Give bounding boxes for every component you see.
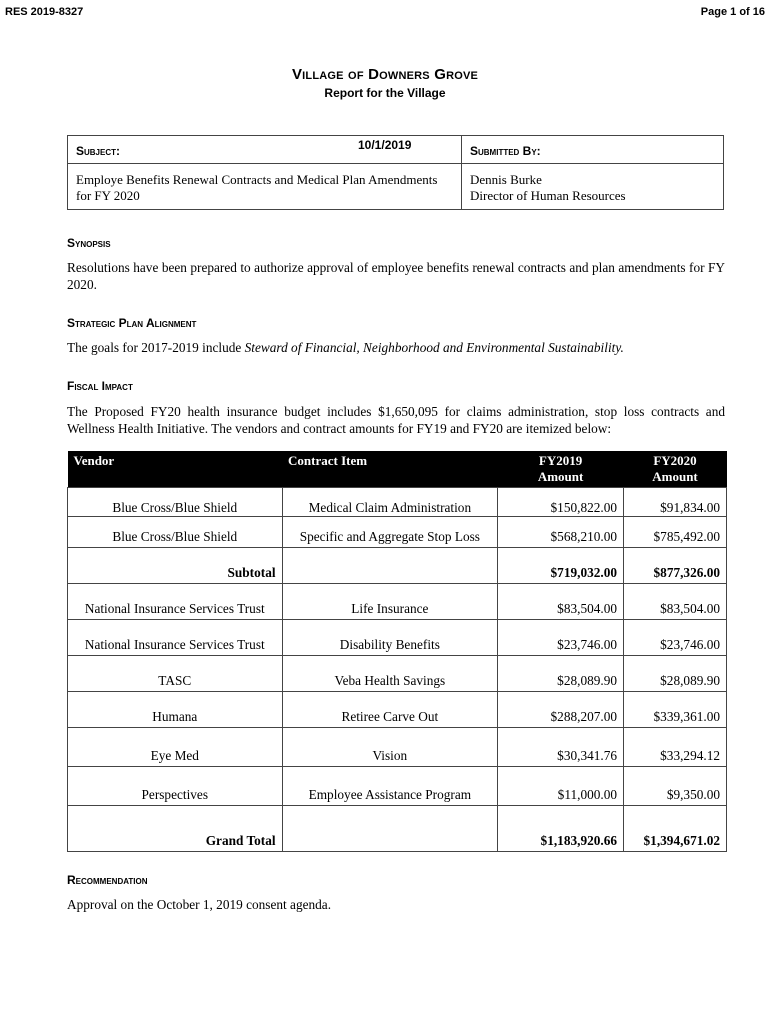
strategic-text-prefix: The goals for 2017-2019 include — [67, 340, 245, 355]
fy2019-cell: $288,207.00 — [498, 692, 624, 728]
fy2020-subtotal: $877,326.00 — [624, 548, 727, 584]
submitter — [470, 172, 626, 204]
table-row — [68, 517, 727, 548]
fy2019-cell: $83,504.00 — [498, 584, 624, 620]
fy2019-cell: $568,210.00 — [498, 517, 624, 548]
item-cell: Medical Claim Administration — [282, 488, 498, 517]
fy2020-cell: $9,350.00 — [624, 767, 727, 806]
submitted-by-label: Submitted By: — [470, 144, 541, 158]
col-header-vendor: Vendor — [68, 451, 283, 488]
col-header-item: Contract Item — [282, 451, 498, 488]
fy2019-cell: $30,341.76 — [498, 728, 624, 767]
table-row — [68, 728, 727, 767]
fy2020-amount-label: Amount — [652, 469, 698, 484]
col-header-fy2019 — [498, 451, 624, 488]
item-cell: Vision — [282, 728, 498, 767]
subject-box — [67, 135, 724, 210]
page-title: Village of Downers Grove — [291, 66, 479, 83]
item-cell: Retiree Carve Out — [282, 692, 498, 728]
subtotal-label: Subtotal — [68, 548, 283, 584]
vendor-cell: Humana — [68, 692, 283, 728]
submitter-title: Director of Human Resources — [470, 188, 626, 203]
fy2020-cell: $33,294.12 — [624, 728, 727, 767]
item-cell: Veba Health Savings — [282, 656, 498, 692]
item-cell — [282, 548, 498, 584]
table-row — [68, 656, 727, 692]
fy2019-cell: $150,822.00 — [498, 488, 624, 517]
strategic-text — [67, 339, 725, 356]
fiscal-heading: Fiscal Impact — [67, 379, 133, 393]
subject-box-rule — [68, 163, 723, 164]
fy2020-cell: $785,492.00 — [624, 517, 727, 548]
item-cell: Life Insurance — [282, 584, 498, 620]
item-cell — [282, 806, 498, 852]
synopsis-text: Resolutions have been prepared to authorize approval of employee benefits renewal contracts and plan amendments for FY 2020. — [67, 260, 725, 292]
fy2020-cell: $28,089.90 — [624, 656, 727, 692]
fy2019-subtotal: $719,032.00 — [498, 548, 624, 584]
fy2019-label: FY2019 — [538, 453, 583, 468]
fy2019-amount-label: Amount — [537, 469, 584, 484]
fy2019-cell: $28,089.90 — [498, 656, 624, 692]
page-indicator: Page 1 of 16 — [700, 6, 765, 18]
grand-total-label: Grand Total — [68, 806, 283, 852]
table-row — [68, 767, 727, 806]
item-cell: Specific and Aggregate Stop Loss — [282, 517, 498, 548]
fy2019-cell: $23,746.00 — [498, 620, 624, 656]
fy2020-cell: $23,746.00 — [624, 620, 727, 656]
fy2019-grand-total: $1,183,920.66 — [498, 806, 624, 852]
subject-label: Subject: — [76, 144, 121, 158]
table-row — [68, 488, 727, 517]
table-row — [68, 620, 727, 656]
recommendation-text: Approval on the October 1, 2019 consent agenda. — [67, 897, 332, 912]
subject-box-divider — [461, 136, 462, 209]
fiscal-text: The Proposed FY20 health insurance budget includes $1,650,095 for claims administration, stop loss contracts and Wellness Health Initiative. The vendors and contract amounts for FY19 and FY20 are itemized below: — [67, 404, 725, 436]
fy2020-cell: $83,504.00 — [624, 584, 727, 620]
submitter-name: Dennis Burke — [470, 172, 542, 187]
col-header-fy2020 — [624, 451, 727, 488]
grand-total-row — [68, 806, 727, 852]
vendor-cell: National Insurance Services Trust — [68, 584, 283, 620]
fy2020-cell: $91,834.00 — [624, 488, 727, 517]
item-cell: Disability Benefits — [282, 620, 498, 656]
vendor-cell: Eye Med — [68, 728, 283, 767]
page-subtitle: Report for the Village — [324, 86, 446, 100]
fy2020-grand-total: $1,394,671.02 — [624, 806, 727, 852]
subtotal-row — [68, 548, 727, 584]
fy2019-cell: $11,000.00 — [498, 767, 624, 806]
table-header-row — [68, 451, 727, 488]
table-row — [68, 692, 727, 728]
table-row — [68, 584, 727, 620]
recommendation-heading: Recommendation — [67, 873, 148, 887]
item-cell: Employee Assistance Program — [282, 767, 498, 806]
strategic-heading: Strategic Plan Alignment — [67, 316, 197, 330]
vendor-cell: TASC — [68, 656, 283, 692]
resolution-number: RES 2019-8327 — [5, 6, 84, 18]
vendor-cell: National Insurance Services Trust — [68, 620, 283, 656]
fiscal-table — [67, 451, 727, 852]
strategic-text-goal: Steward of Financial, Neighborhood and Environmental Sustainability. — [244, 340, 624, 355]
vendor-cell: Blue Cross/Blue Shield — [68, 488, 283, 517]
subject-text: Employe Benefits Renewal Contracts and Medical Plan Amendments for FY 2020 — [76, 172, 438, 203]
vendor-cell: Blue Cross/Blue Shield — [68, 517, 283, 548]
report-date: 10/1/2019 — [358, 138, 412, 152]
vendor-cell: Perspectives — [68, 767, 283, 806]
fy2020-cell: $339,361.00 — [624, 692, 727, 728]
fy2020-label: FY2020 — [653, 453, 697, 468]
synopsis-heading: Synopsis — [67, 236, 111, 250]
